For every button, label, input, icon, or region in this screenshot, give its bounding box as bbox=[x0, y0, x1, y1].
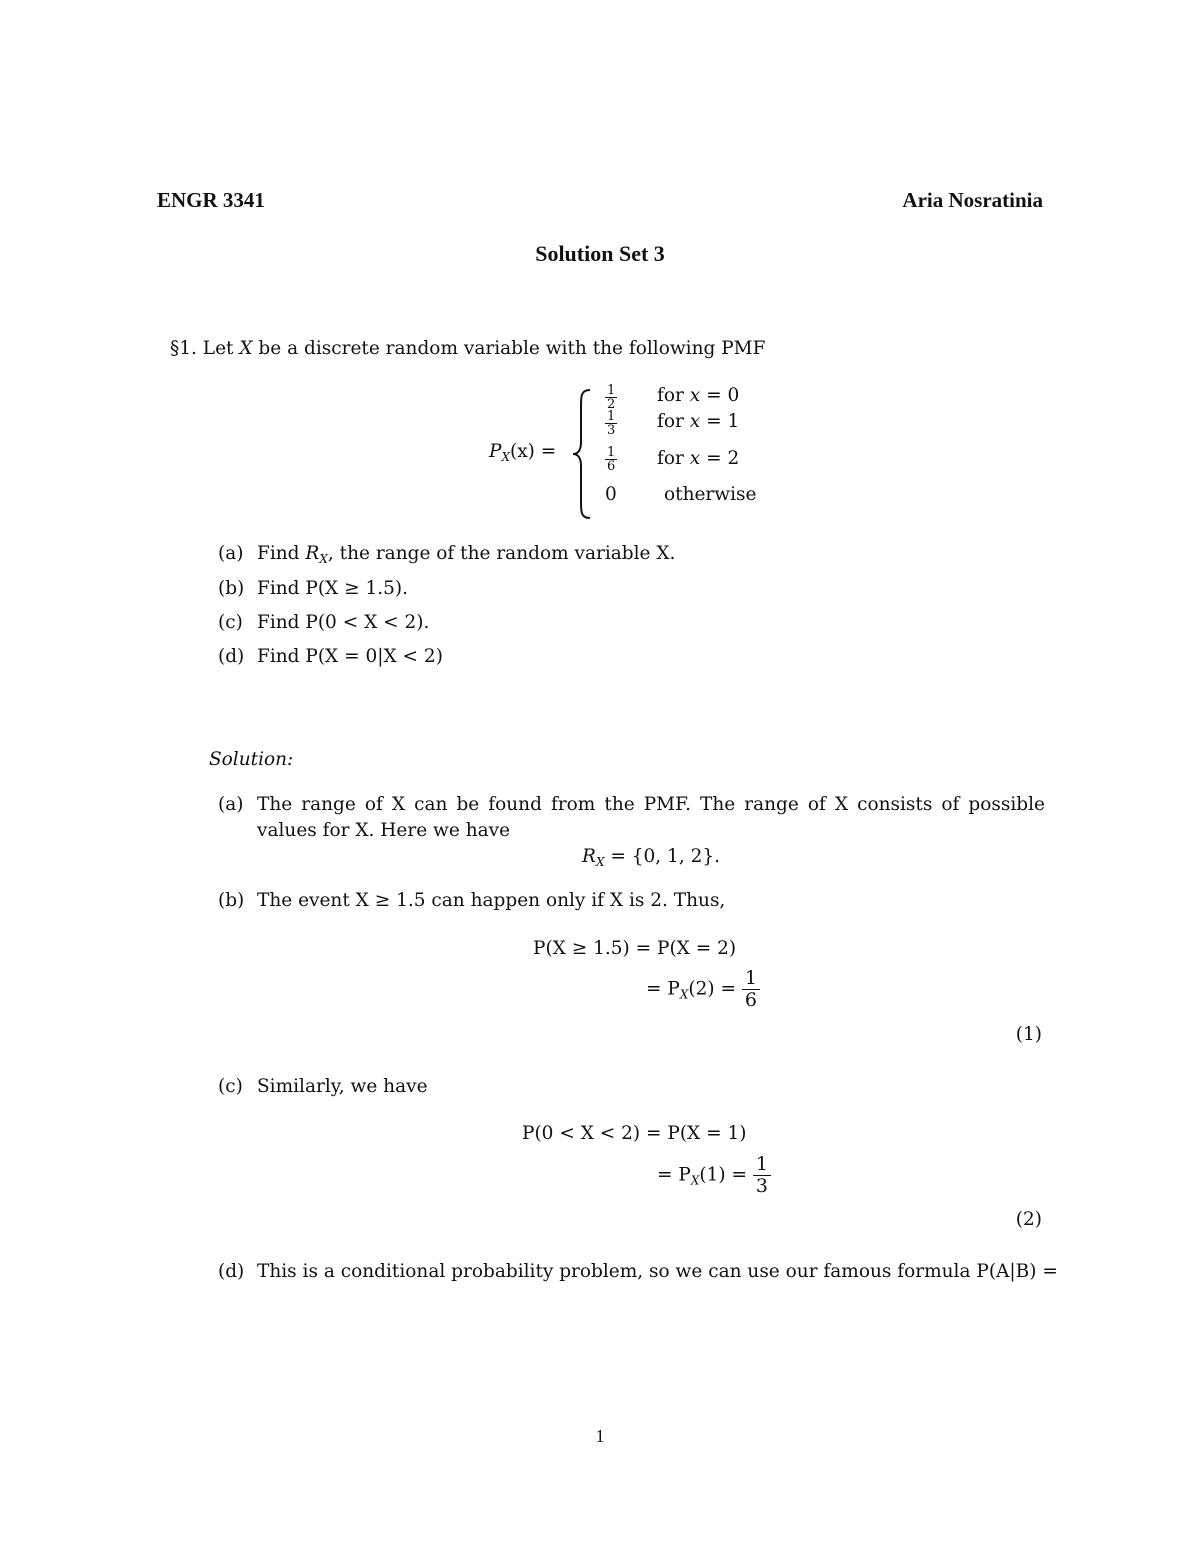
pmf-case-cond-3: for x = 2 bbox=[657, 448, 740, 469]
pmf-lhs: $P_X(x)$ = bbox=[489, 441, 557, 464]
problem-statement: §1. Let X be a discrete random variable with the following PMF bbox=[170, 338, 766, 359]
pmf-case-cond-4: otherwise bbox=[664, 484, 757, 505]
pmf-case-cond-2: for x = 1 bbox=[657, 411, 740, 432]
author-name: Aria Nosratinia bbox=[902, 188, 1043, 212]
solution-a-line2: values for X. Here we have bbox=[257, 820, 511, 841]
part-a-label: (a) bbox=[218, 543, 244, 564]
pmf-case-cond-1: for x = 0 bbox=[657, 385, 740, 406]
solution-c-eq1: P(0 < X < 2) = P(X = 1) bbox=[522, 1123, 747, 1144]
document-title: Solution Set 3 bbox=[535, 241, 665, 266]
equation-number-1: (1) bbox=[1015, 1024, 1042, 1045]
part-c-label: (c) bbox=[218, 612, 243, 633]
part-b-text: Find P(X ≥ 1.5). bbox=[257, 578, 409, 599]
solution-a-label: (a) bbox=[218, 794, 244, 815]
solution-heading: Solution: bbox=[209, 749, 294, 770]
solution-d-line1: This is a conditional probability problem, so we can use our famous formula P(A|B) = bbox=[257, 1261, 1058, 1282]
pmf-case-value-3: $\frac{1}{6}$ bbox=[607, 445, 616, 474]
pmf-case-value-1: $\frac{1}{2}$ bbox=[607, 383, 616, 412]
part-d-label: (d) bbox=[218, 646, 245, 667]
solution-b-label: (b) bbox=[218, 890, 245, 911]
solution-b-eq1: P(X ≥ 1.5) = P(X = 2) bbox=[533, 938, 737, 959]
solution-b-line1: The event X ≥ 1.5 can happen only if X is 2. Thus, bbox=[257, 890, 726, 911]
problem-number: §1. bbox=[170, 338, 197, 359]
solution-a-equation: $R_X = \{0$, 1, 2}. bbox=[582, 846, 721, 869]
solution-c-label: (c) bbox=[218, 1076, 243, 1097]
solution-a-line1: The range of X can be found from the PMF. The range of X consists of possible bbox=[257, 794, 1045, 815]
equation-number-2: (2) bbox=[1015, 1209, 1042, 1230]
part-c-text: Find P(0 < X < 2). bbox=[257, 612, 430, 633]
course-code: ENGR 3341 bbox=[157, 188, 265, 212]
part-a-text: Find $R_X$, the range of the random variable X. bbox=[257, 543, 676, 566]
part-b-label: (b) bbox=[218, 578, 245, 599]
solution-d-label: (d) bbox=[218, 1261, 245, 1282]
pmf-case-value-4: 0 bbox=[605, 484, 617, 505]
pmf-case-value-2: $\frac{1}{3}$ bbox=[607, 409, 616, 438]
solution-c-eq2: = $P_X(1)$ = $\frac{1}{3}$ bbox=[657, 1154, 771, 1197]
solution-c-line1: Similarly, we have bbox=[257, 1076, 428, 1097]
left-brace-icon bbox=[571, 388, 593, 520]
page-number: 1 bbox=[595, 1426, 605, 1446]
solution-b-eq2: = $P_X(2)$ = $\frac{1}{6}$ bbox=[646, 968, 760, 1011]
part-d-text: Find P(X = 0|X < 2) bbox=[257, 646, 443, 667]
